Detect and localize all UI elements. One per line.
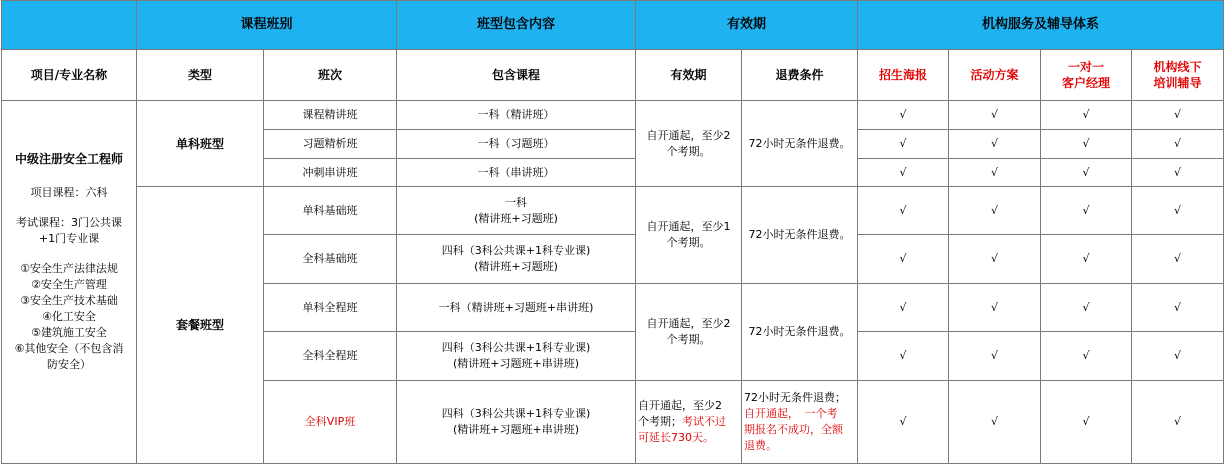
check-mark: √	[1041, 235, 1132, 284]
col-refund: 退费条件	[742, 50, 858, 101]
check-mark: √	[1132, 159, 1224, 187]
col-courses: 包含课程	[397, 50, 636, 101]
project-title: 中级注册安全工程师	[14, 152, 123, 166]
class-cell: 全科全程班	[264, 332, 397, 381]
class-cell: 习题精析班	[264, 130, 397, 159]
col-service-training: 机构线下 培训辅导	[1132, 50, 1224, 101]
check-mark: √	[949, 130, 1041, 159]
courses-cell: 一科 (精讲班+习题班)	[397, 187, 636, 235]
validity-cell: 自开通起，至少2 个考期。	[636, 101, 742, 187]
class-cell: 课程精讲班	[264, 101, 397, 130]
check-mark: √	[949, 284, 1041, 332]
check-mark: √	[1132, 284, 1224, 332]
check-mark: √	[1132, 187, 1224, 235]
header-project-blank	[2, 1, 137, 50]
validity-cell: 自开通起，至少2 个考期。	[636, 284, 742, 381]
col-service-manager: 一对一 客户经理	[1041, 50, 1132, 101]
courses-cell: 四科（3科公共课+1科专业课) (精讲班+习题班+串讲班)	[397, 332, 636, 381]
class-cell: 单科全程班	[264, 284, 397, 332]
courses-cell: 一科（精讲班）	[397, 101, 636, 130]
check-mark: √	[949, 187, 1041, 235]
check-mark: √	[1132, 130, 1224, 159]
check-mark: √	[949, 381, 1041, 464]
check-mark: √	[858, 130, 949, 159]
type-single: 单科班型	[137, 101, 264, 187]
check-mark: √	[1041, 332, 1132, 381]
header-course-class: 课程班别	[137, 1, 397, 50]
check-mark: √	[858, 101, 949, 130]
check-mark: √	[949, 332, 1041, 381]
col-service-plan: 活动方案	[949, 50, 1041, 101]
header-service: 机构服务及辅导体系	[858, 1, 1224, 50]
courses-cell: 一科（习题班）	[397, 130, 636, 159]
refund-cell: 72小时无条件退费。	[742, 187, 858, 284]
class-cell: 单科基础班	[264, 187, 397, 235]
col-validity: 有效期	[636, 50, 742, 101]
col-service-poster: 招生海报	[858, 50, 949, 101]
refund-cell: 72小时无条件退费。	[742, 101, 858, 187]
class-cell: 冲刺串讲班	[264, 159, 397, 187]
check-mark: √	[858, 187, 949, 235]
class-cell: 全科基础班	[264, 235, 397, 284]
check-mark: √	[1041, 381, 1132, 464]
check-mark: √	[858, 235, 949, 284]
courses-cell: 一科（精讲班+习题班+串讲班)	[397, 284, 636, 332]
refund-cell-vip: 72小时无条件退费； 自开通起， 一个考 期报名不成功，全额 退费。	[742, 381, 858, 464]
col-project: 项目/专业名称	[2, 50, 137, 101]
check-mark: √	[1041, 130, 1132, 159]
courses-cell: 四科（3科公共课+1科专业课) (精讲班+习题班)	[397, 235, 636, 284]
check-mark: √	[858, 284, 949, 332]
check-mark: √	[1041, 101, 1132, 130]
check-mark: √	[1041, 187, 1132, 235]
check-mark: √	[949, 159, 1041, 187]
check-mark: √	[858, 332, 949, 381]
header-content: 班型包含内容	[397, 1, 636, 50]
col-class: 班次	[264, 50, 397, 101]
check-mark: √	[1132, 235, 1224, 284]
project-cell: 中级注册安全工程师 项目课程：六科 考试课程：3门公共课 +1门专业课 ①安全生产法律法规 ②安全生产管理 ③安全生产技术基础 ④化工安全 ⑤建筑施工安全 ⑥其他安全（不包含消 防安全）	[2, 101, 137, 464]
check-mark: √	[858, 381, 949, 464]
check-mark: √	[1041, 284, 1132, 332]
check-mark: √	[1041, 159, 1132, 187]
header-validity: 有效期	[636, 1, 858, 50]
courses-cell: 四科（3科公共课+1科专业课) (精讲班+习题班+串讲班)	[397, 381, 636, 464]
refund-cell: 72小时无条件退费。	[742, 284, 858, 381]
type-package: 套餐班型	[137, 187, 264, 464]
check-mark: √	[1132, 101, 1224, 130]
check-mark: √	[1132, 332, 1224, 381]
check-mark: √	[1132, 381, 1224, 464]
check-mark: √	[858, 159, 949, 187]
class-cell-vip: 全科VIP班	[264, 381, 397, 464]
course-table	[1, 0, 1224, 464]
check-mark: √	[949, 101, 1041, 130]
validity-cell: 自开通起，至少1 个考期。	[636, 187, 742, 284]
courses-cell: 一科（串讲班）	[397, 159, 636, 187]
col-type: 类型	[137, 50, 264, 101]
check-mark: √	[949, 235, 1041, 284]
validity-cell-vip: 自开通起，至少2 个考期；考试不过 可延长730天。	[636, 381, 742, 464]
